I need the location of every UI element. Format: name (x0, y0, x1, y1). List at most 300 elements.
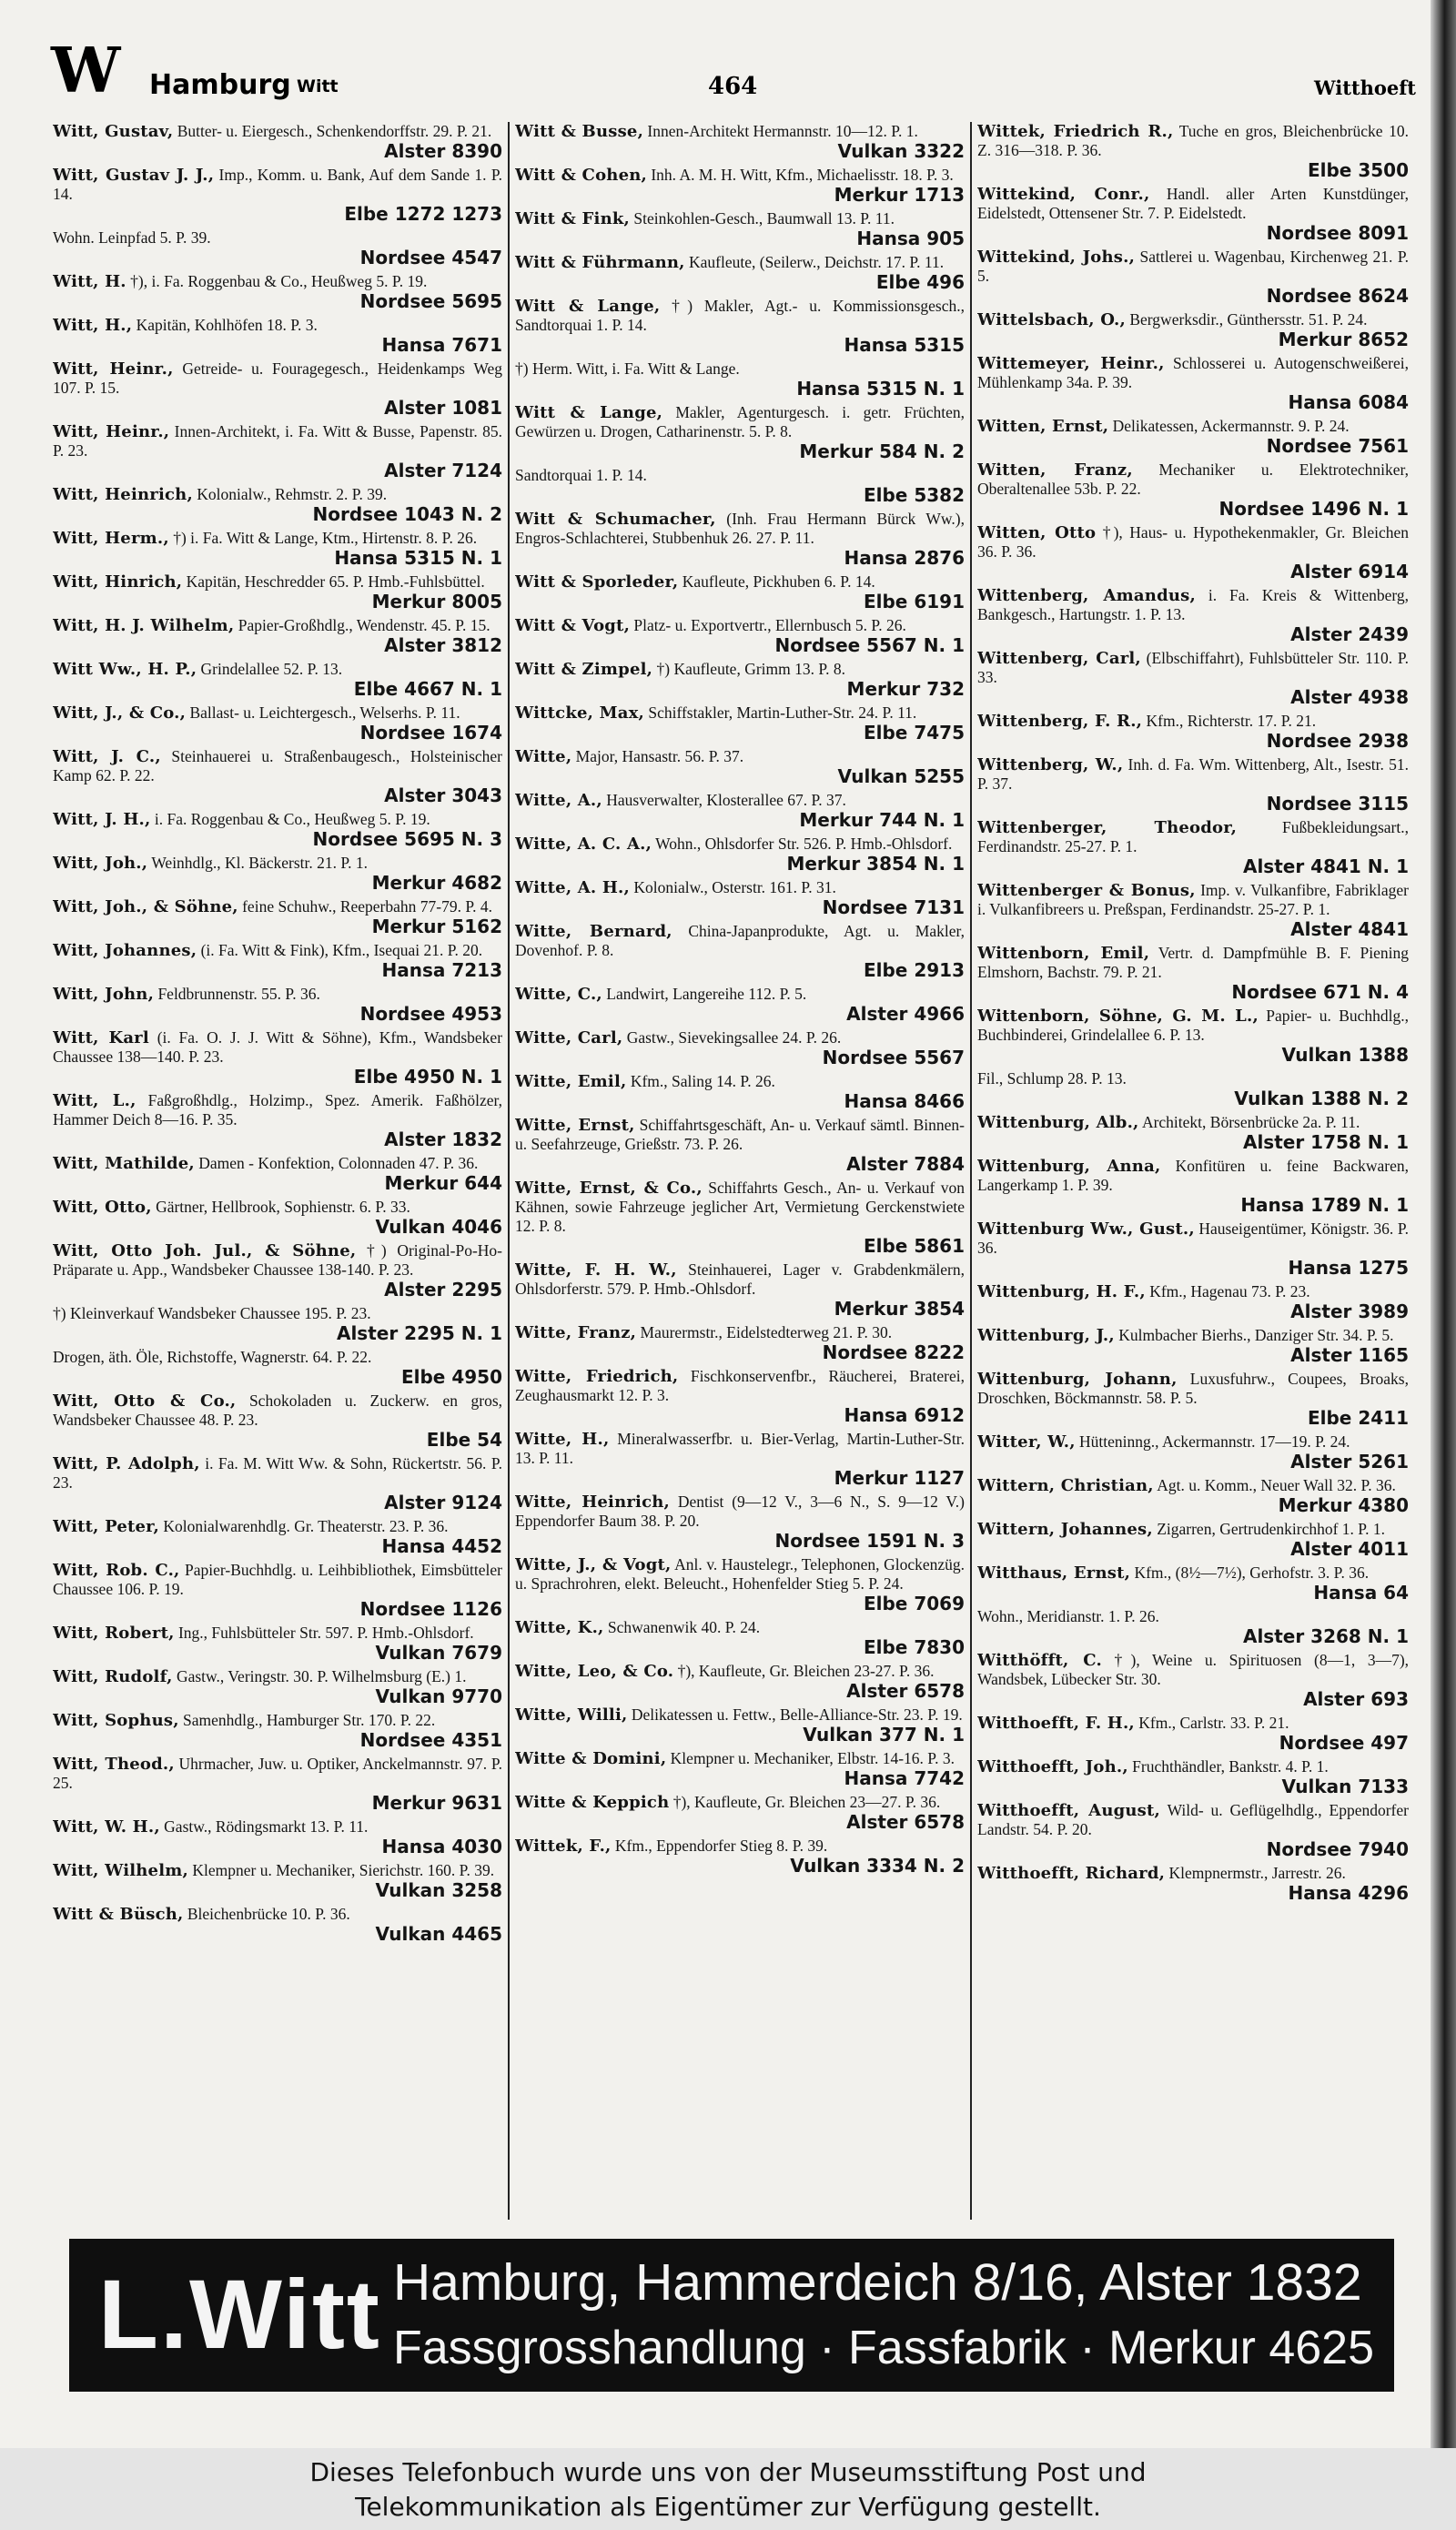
entry-details: Kfm., (8½—7½), Gerhofstr. 3. P. 36. (1134, 1564, 1370, 1582)
entry-phone-number: Hansa 5315 N. 1 (796, 378, 965, 400)
entry-name: Witten, Ernst, (977, 417, 1109, 436)
entry-details: Imp. v. Vulkanfibre, Fabriklager i. Vulkanfibreers u. Preßspan, Ferdinandstr. 25-27. P. 1. (977, 881, 1409, 918)
directory-entry (515, 253, 965, 293)
directory-entry (53, 1091, 502, 1150)
directory-entry (515, 1028, 965, 1068)
entry-name: Witter, W., (977, 1432, 1076, 1452)
entry-name: Witt, Heinr., (53, 359, 174, 379)
directory-entry (977, 460, 1409, 520)
entry-phone-number: Elbe 2411 (1307, 1407, 1409, 1429)
directory-entry (53, 1028, 502, 1088)
entry-phone-number: Alster 6914 (1290, 561, 1409, 582)
entry-details: †) i. Fa. Witt & Lange, Ktm., Hirtenstr. 8. P. 26. (173, 529, 478, 547)
entry-phone-number: Alster 693 (1303, 1688, 1409, 1710)
provenance-footer (0, 2448, 1456, 2530)
directory-entry (53, 941, 502, 981)
entry-name: Witten, Franz, (977, 460, 1133, 480)
entry-phone-number: Alster 7124 (384, 460, 502, 481)
directory-entry (53, 616, 502, 656)
entry-phone-number: Hansa 4030 (381, 1836, 502, 1857)
entry-name: Witt, Heinrich, (53, 485, 193, 504)
entry-name: Wittekind, Conr., (977, 185, 1150, 204)
directory-entry (53, 359, 502, 419)
directory-entry (515, 1367, 965, 1426)
directory-entry (53, 166, 502, 225)
entry-name: Wittenburg, Johann, (977, 1370, 1178, 1389)
entry-phone-number: Elbe 4667 N. 1 (353, 678, 502, 700)
directory-entry (977, 755, 1409, 815)
entry-phone-number: Hansa 1275 (1288, 1257, 1409, 1279)
entry-details: Fußbekleidungsart., Ferdinandstr. 25-27. P. 1. (977, 818, 1409, 855)
directory-entry (515, 1705, 965, 1746)
entry-details: Papier- u. Buchhdlg., Buchbinderei, Grindelallee 6. P. 13. (977, 1007, 1409, 1044)
entry-name: Wittek, F., (515, 1837, 612, 1856)
entry-phone-number: Vulkan 4465 (375, 1923, 502, 1945)
entry-phone-number: Vulkan 3322 (837, 140, 965, 162)
directory-entry (53, 1861, 502, 1901)
directory-entry (53, 1711, 502, 1751)
directory-entry (977, 1476, 1409, 1516)
entry-phone-number: Alster 2295 N. 1 (336, 1322, 502, 1344)
entry-name: Witte, Emil, (515, 1072, 627, 1091)
entry-details: Konfitüren u. feine Backwaren, Langerkamp 1. P. 39. (977, 1157, 1409, 1194)
entry-phone-number: Nordsee 5567 (822, 1047, 965, 1068)
entry-details: †) Herm. Witt, i. Fa. Witt & Lange. (515, 359, 740, 378)
entry-name: Wittelsbach, O., (977, 310, 1126, 329)
entry-phone-number: Hansa 7671 (381, 334, 502, 356)
entry-details: i. Fa. M. Witt Ww. & Sohn, Rückertstr. 56. P. 23. (53, 1454, 502, 1492)
directory-entry (53, 810, 502, 850)
entry-phone-number: Hansa 7213 (381, 959, 502, 981)
entry-phone-number: Vulkan 7133 (1281, 1776, 1409, 1797)
entry-name: Witt & Vogt, (515, 616, 631, 635)
entry-phone-number: Alster 1758 N. 1 (1242, 1131, 1409, 1153)
entry-details: Steinkohlen-Gesch., Baumwall 13. P. 11. (633, 209, 895, 228)
directory-entry (977, 1607, 1409, 1647)
directory-entry (515, 985, 965, 1025)
directory-entry (53, 1517, 502, 1557)
entry-details: Wild- u. Geflügelhdlg., Eppendorfer Landstr. 54. P. 20. (977, 1801, 1409, 1838)
entry-phone-number: Hansa 6912 (844, 1404, 965, 1426)
entry-phone-number: Elbe 6191 (863, 591, 965, 612)
directory-entry (977, 417, 1409, 457)
entry-details: Innen-Architekt, i. Fa. Witt & Busse, Papenstr. 85. P. 23. (53, 422, 502, 460)
entry-name: Witthoefft, F. H., (977, 1714, 1135, 1733)
directory-entry (515, 297, 965, 356)
entry-phone-number: Merkur 3854 (834, 1298, 965, 1320)
header-last-word: Witthoeft (1314, 76, 1416, 99)
entry-details: Bergwerksdir., Günthersstr. 51. P. 24. (1129, 310, 1368, 329)
entry-name: Witte, K., (515, 1618, 604, 1637)
entry-name: Wittern, Johannes, (977, 1520, 1153, 1539)
entry-details: Kolonialwarenhdlg. Gr. Theaterstr. 23. P. 36. (163, 1517, 449, 1535)
directory-entry (53, 1755, 502, 1814)
entry-phone-number: Hansa 2876 (844, 547, 965, 569)
entry-details: Hausverwalter, Klosterallee 67. P. 37. (606, 791, 846, 809)
directory-entry (977, 1520, 1409, 1560)
entry-name: Wittenberg, F. R., (977, 712, 1143, 731)
entry-details: †) Makler, Agt.- u. Kommissionsgesch., Sandtorquai 1. P. 14. (515, 297, 965, 334)
page-header (51, 31, 1416, 115)
entry-name: Witt, H. J. Wilhelm, (53, 616, 235, 635)
entry-name: Wittern, Christian, (977, 1476, 1154, 1495)
entry-name: Witt, Wilhelm, (53, 1861, 188, 1880)
entry-details: Klempner u. Mechaniker, Elbstr. 14-16. P. 3. (670, 1749, 955, 1767)
directory-entry (977, 248, 1409, 307)
entry-name: Witte, Ernst, & Co., (515, 1179, 703, 1198)
entry-details: Fil., Schlump 28. P. 13. (977, 1069, 1127, 1088)
entry-name: Witten, Otto (977, 523, 1097, 542)
entry-phone-number: Alster 1081 (384, 397, 502, 419)
entry-details: Drogen, äth. Öle, Richstoffe, Wagnerstr. 64. P. 22. (53, 1348, 372, 1366)
entry-name: Witt & Zimpel, (515, 660, 653, 679)
entry-phone-number: Alster 7884 (846, 1153, 965, 1175)
entry-phone-number: Nordsee 7940 (1266, 1838, 1409, 1860)
directory-entry (53, 703, 502, 744)
directory-entry (515, 660, 965, 700)
directory-entry (515, 1837, 965, 1877)
directory-entry (515, 1430, 965, 1489)
directory-entry (515, 1260, 965, 1320)
directory-entry (515, 403, 965, 462)
entry-phone-number: Vulkan 377 N. 1 (803, 1724, 965, 1746)
advertisement-address: Hamburg, Hammerdeich 8/16, Alster 1832 (393, 2253, 1362, 2312)
directory-entry (53, 1624, 502, 1664)
directory-column-1 (53, 122, 502, 2220)
entry-details: (i. Fa. O. J. J. Witt & Söhne), Kfm., Wandsbeker Chaussee 138—140. P. 23. (53, 1028, 502, 1066)
page-number: 464 (708, 73, 758, 100)
directory-entry (515, 1662, 965, 1702)
entry-name: Witte, Franz, (515, 1323, 637, 1342)
entry-name: Wittenberger, Theodor, (977, 818, 1238, 837)
entry-name: Witt, Otto, (53, 1198, 152, 1217)
entry-phone-number: Elbe 7830 (863, 1636, 965, 1658)
entry-name: Witthoefft, Richard, (977, 1864, 1166, 1883)
directory-entry (53, 422, 502, 481)
advertisement-banner (69, 2239, 1394, 2392)
entry-details: Kfm., Saling 14. P. 26. (630, 1072, 775, 1090)
entry-phone-number: Elbe 496 (875, 271, 965, 293)
entry-phone-number: Nordsee 8222 (822, 1341, 965, 1363)
entry-phone-number: Nordsee 8091 (1266, 222, 1409, 244)
directory-entry (977, 1864, 1409, 1904)
entry-name: Witte, Willi, (515, 1705, 628, 1725)
directory-entry (53, 1905, 502, 1945)
directory-entry (977, 881, 1409, 940)
entry-phone-number: Hansa 4452 (381, 1535, 502, 1557)
entry-name: Witt, Heinr., (53, 422, 170, 441)
book-spine-shadow (1431, 0, 1456, 2448)
header-first-word: Witt (297, 76, 339, 96)
directory-entry (977, 1282, 1409, 1322)
entry-details: Ing., Fuhlsbütteler Str. 597. P. Hmb.-Ohlsdorf. (177, 1624, 474, 1642)
entry-details: Schokoladen u. Zuckerw. en gros, Wandsbeker Chaussee 48. P. 23. (53, 1392, 502, 1429)
directory-entry (515, 1793, 965, 1833)
entry-phone-number: Elbe 4950 (400, 1366, 502, 1388)
entry-phone-number: Alster 2439 (1290, 623, 1409, 645)
entry-name: Witte, (515, 747, 572, 766)
entry-phone-number: Nordsee 497 (1279, 1732, 1409, 1754)
entry-name: Witte, H., (515, 1430, 610, 1449)
entry-name: Witt, J. H., (53, 810, 151, 829)
directory-entry (53, 316, 502, 356)
entry-details: Major, Hansastr. 56. P. 37. (575, 747, 744, 765)
entry-details: Gastw., Sievekingsallee 24. P. 26. (626, 1028, 842, 1047)
entry-name: Wittenberger & Bonus, (977, 881, 1196, 900)
entry-name: Witte, C., (515, 985, 602, 1004)
directory-entry (977, 310, 1409, 350)
directory-entry (977, 712, 1409, 752)
entry-details: Kaufleute, (Seilerw., Deichstr. 17. P. 11. (689, 253, 945, 271)
entry-details: Weinhdlg., Kl. Bäckerstr. 21. P. 1. (151, 854, 369, 872)
entry-details: Handl. aller Arten Kunstdünger, Eidelstedt, Ottensener Str. 7. P. Eidelstedt. (977, 185, 1409, 222)
entry-phone-number: Nordsee 8624 (1266, 285, 1409, 307)
directory-entry (515, 510, 965, 569)
entry-phone-number: Elbe 2913 (863, 959, 965, 981)
entry-name: Witt, Joh., & Söhne, (53, 897, 238, 916)
entry-name: Wittenborn, Söhne, G. M. L., (977, 1007, 1259, 1026)
header-city: Hamburg (149, 69, 291, 101)
entry-phone-number: Hansa 4296 (1288, 1882, 1409, 1904)
entry-phone-number: Merkur 8652 (1278, 329, 1409, 350)
entry-name: Wittek, Friedrich R., (977, 122, 1174, 141)
entry-name: Wittenberg, Amandus, (977, 586, 1196, 605)
entry-phone-number: Hansa 64 (1313, 1582, 1409, 1604)
entry-details: Kolonialw., Osterstr. 161. P. 31. (633, 878, 836, 896)
directory-entry (53, 122, 502, 162)
entry-details: Ballast- u. Leichtergesch., Welserhs. P. 11. (189, 703, 460, 722)
directory-entry (53, 1392, 502, 1451)
entry-details: Anl. v. Haustelegr., Telephonen, Glockenzüg. u. Sprachrohren, elekt. Beleucht., Hohenfelder Stieg 5. P. 24. (515, 1555, 965, 1593)
entry-details: Papier-Großhdlg., Wendenstr. 45. P. 15. (238, 616, 490, 634)
entry-name: Witt & Sporleder, (515, 572, 679, 592)
footer-line-2: Telekommunikation als Eigentümer zur Verfügung gestellt. (355, 2492, 1101, 2522)
entry-details: Kapitän, Heschredder 65. P. Hmb.-Fuhlsbüttel. (186, 572, 485, 591)
directory-entry (515, 1323, 965, 1363)
entry-details: Fischkonservenfbr., Räucherei, Braterei, Zeughausmarkt 12. P. 3. (515, 1367, 965, 1404)
entry-details: Maurermstr., Eidelstedterweg 21. P. 30. (640, 1323, 893, 1341)
entry-phone-number: Elbe 7069 (863, 1593, 965, 1614)
directory-entry (977, 944, 1409, 1003)
entry-phone-number: Nordsee 4351 (359, 1729, 502, 1751)
entry-name: Witte & Domini, (515, 1749, 667, 1768)
entry-details: Kapitän, Kohlhöfen 18. P. 3. (136, 316, 318, 334)
entry-name: Witt, Otto Joh. Jul., & Söhne, (53, 1241, 357, 1260)
entry-name: Wittenburg, J., (977, 1326, 1115, 1345)
entry-name: Wittemeyer, Heinr., (977, 354, 1165, 373)
directory-entry (515, 1749, 965, 1789)
entry-phone-number: Hansa 905 (856, 228, 965, 249)
entry-details: Mechaniker u. Elektrotechniker, Oberaltenallee 53b. P. 22. (977, 460, 1409, 498)
entry-phone-number: Alster 4966 (846, 1003, 965, 1025)
entry-details: Schiffahrts Gesch., An- u. Verkauf von Kähnen, sowie Fahrzeuge jeglicher Art, Vermietung Gerckenstwiete 12. P. 8. (515, 1179, 965, 1235)
entry-name: Witte & Keppich (515, 1793, 670, 1812)
entry-details: Hütteninng., Ackermannstr. 17—19. P. 24. (1079, 1432, 1350, 1451)
directory-entry (53, 572, 502, 612)
entry-details: Steinhauerei u. Straßenbaugesch., Holsteinischer Kamp 62. P. 22. (53, 747, 502, 784)
entry-phone-number: Alster 3268 N. 1 (1242, 1625, 1409, 1647)
entry-details: Vertr. d. Dampfmühle B. F. Piening Elmshorn, Bachstr. 79. P. 21. (977, 944, 1409, 981)
entry-details: Luxusfuhrw., Coupees, Broaks, Droschken, Böckmannstr. 58. P. 5. (977, 1370, 1409, 1407)
directory-entry (515, 1493, 965, 1552)
entry-phone-number: Merkur 732 (846, 678, 965, 700)
directory-entry (515, 1116, 965, 1175)
directory-entry (977, 1714, 1409, 1754)
entry-name: Wittcke, Max, (515, 703, 644, 723)
entry-phone-number: Vulkan 5255 (837, 765, 965, 787)
entry-name: Witt & Lange, (515, 297, 661, 316)
entry-phone-number: Merkur 584 N. 2 (799, 440, 965, 462)
directory-entry (515, 922, 965, 981)
entry-phone-number: Merkur 5162 (371, 916, 502, 937)
directory-entry (515, 1555, 965, 1614)
directory-entry (977, 523, 1409, 582)
entry-name: Witte, A., (515, 791, 602, 810)
entry-details: Dentist (9—12 V., 3—6 N., S. 9—12 V.) Eppendorfer Baum 38. P. 20. (515, 1493, 965, 1530)
entry-name: Witt, Johannes, (53, 941, 197, 960)
entry-details: Inh. d. Fa. Wm. Wittenberg, Alt., Isestr. 51. P. 37. (977, 755, 1409, 793)
entry-details: Schiffahrtsgeschäft, An- u. Verkauf sämtl. Binnen- u. Seefahrzeuge, Grießstr. 73. P. 26. (515, 1116, 965, 1153)
entry-details: Sattlerei u. Wagenbau, Kirchenweg 21. P. 5. (977, 248, 1409, 285)
directory-entry (977, 122, 1409, 181)
entry-name: Witt & Cohen, (515, 166, 647, 185)
directory-entry (977, 1370, 1409, 1429)
directory-entry (53, 854, 502, 894)
entry-phone-number: Alster 8390 (384, 140, 502, 162)
entry-details: Kolonialw., Rehmstr. 2. P. 39. (197, 485, 388, 503)
entry-details: Bleichenbrücke 10. P. 36. (187, 1905, 350, 1923)
directory-entry (53, 660, 502, 700)
entry-details: Makler, Agenturgesch. i. getr. Früchten, Gewürzen u. Drogen, Catharinenstr. 5. P. 8. (515, 403, 965, 440)
directory-entry (515, 616, 965, 656)
directory-entry (53, 272, 502, 312)
entry-details: Fruchthändler, Bankstr. 4. P. 1. (1132, 1757, 1329, 1776)
entry-name: Wittenborn, Emil, (977, 944, 1150, 963)
entry-phone-number: Elbe 5382 (863, 484, 965, 506)
entry-phone-number: Alster 9124 (384, 1492, 502, 1513)
entry-name: Witt, Gustav J. J., (53, 166, 215, 185)
entry-phone-number: Nordsee 1043 N. 2 (312, 503, 502, 525)
entry-details: Imp., Komm. u. Bank, Auf dem Sande 1. P. 14. (53, 166, 502, 203)
entry-name: Witte, Ernst, (515, 1116, 635, 1135)
entry-phone-number: Elbe 1272 1273 (344, 203, 502, 225)
directory-entry (515, 209, 965, 249)
entry-phone-number: Merkur 1713 (834, 184, 965, 206)
entry-phone-number: Vulkan 1388 N. 2 (1234, 1088, 1409, 1109)
entry-name: Wittenberg, Carl, (977, 649, 1141, 668)
entry-details: Kulmbacher Bierhs., Danziger Str. 34. P. 5. (1118, 1326, 1394, 1344)
entry-details: Schwanenwik 40. P. 24. (607, 1618, 761, 1636)
entry-phone-number: Nordsee 4547 (359, 247, 502, 268)
entry-name: Witte, A. H., (515, 878, 630, 897)
entry-phone-number: Nordsee 3115 (1266, 793, 1409, 815)
entry-phone-number: Nordsee 2938 (1266, 730, 1409, 752)
entry-name: Witthoefft, August, (977, 1801, 1160, 1820)
directory-entry (53, 1241, 502, 1300)
entry-name: Witte, Heinrich, (515, 1493, 671, 1512)
entry-phone-number: Merkur 8005 (371, 591, 502, 612)
entry-phone-number: Nordsee 1591 N. 3 (774, 1530, 965, 1552)
entry-phone-number: Merkur 3854 N. 1 (786, 853, 965, 875)
entry-phone-number: Elbe 3500 (1307, 159, 1409, 181)
entry-details: Zigarren, Gertrudenkirchhof 1. P. 1. (1157, 1520, 1385, 1538)
entry-name: Wittenburg, Alb., (977, 1113, 1139, 1132)
directory-entry (977, 1651, 1409, 1710)
entry-name: Witt & Busse, (515, 122, 644, 141)
directory-entry (977, 649, 1409, 708)
entry-phone-number: Hansa 5315 (844, 334, 965, 356)
entry-name: Witt, Otto & Co., (53, 1392, 237, 1411)
entry-phone-number: Merkur 644 (384, 1172, 502, 1194)
entry-phone-number: Nordsee 5695 N. 3 (312, 828, 502, 850)
entry-phone-number: Vulkan 4046 (375, 1216, 502, 1238)
entry-details: †), Kaufleute, Gr. Bleichen 23-27. P. 36. (677, 1662, 935, 1680)
entry-name: Witt, Rob. C., (53, 1561, 180, 1580)
entry-phone-number: Alster 4841 (1290, 918, 1409, 940)
entry-details: †), Kaufleute, Gr. Bleichen 23—27. P. 36. (672, 1793, 941, 1811)
directory-entry (977, 354, 1409, 413)
directory-entry (53, 747, 502, 806)
entry-details: Papier-Buchhdlg. u. Leihbibliothek, Eimsbütteler Chaussee 106. P. 19. (53, 1561, 502, 1598)
directory-entry (515, 359, 965, 400)
entry-phone-number: Nordsee 1126 (359, 1598, 502, 1620)
entry-details: Getreide- u. Fouragegesch., Heidenkamps Weg 107. P. 15. (53, 359, 502, 397)
column-divider (970, 122, 972, 2220)
entry-details: (i. Fa. Witt & Fink), Kfm., Isequai 21. P. 20. (200, 941, 483, 959)
entry-phone-number: Alster 4011 (1290, 1538, 1409, 1560)
entry-details: Tuche en gros, Bleichenbrücke 10. Z. 316—318. P. 36. (977, 122, 1409, 159)
entry-details: Agt. u. Komm., Neuer Wall 32. P. 36. (1157, 1476, 1396, 1494)
entry-name: Witt, Peter, (53, 1517, 160, 1536)
entry-phone-number: Nordsee 671 N. 4 (1231, 981, 1409, 1003)
entry-details: Faßgroßhdlg., Holzimp., Spez. Amerik. Faßhölzer, Hammer Deich 8—16. P. 35. (53, 1091, 502, 1128)
entry-phone-number: Merkur 4380 (1278, 1494, 1409, 1516)
entry-details: †), i. Fa. Roggenbau & Co., Heußweg 5. P. 19. (130, 272, 428, 290)
entry-details: Gastw., Rödingsmarkt 13. P. 11. (164, 1817, 369, 1836)
entry-phone-number: Vulkan 3258 (375, 1879, 502, 1901)
entry-phone-number: Nordsee 7561 (1266, 435, 1409, 457)
entry-details: Gärtner, Hellbrook, Sophienstr. 6. P. 33. (156, 1198, 410, 1216)
entry-details: †), Haus- u. Hypothekenmakler, Gr. Bleichen 36. P. 36. (977, 523, 1409, 561)
advertisement-company: L.Witt (98, 2259, 381, 2369)
section-letter: W (51, 35, 121, 107)
entry-details: Kfm., Richterstr. 17. P. 21. (1146, 712, 1317, 730)
entry-details: Klempner u. Mechaniker, Sierichstr. 160. P. 39. (192, 1861, 495, 1879)
entry-phone-number: Elbe 7475 (863, 722, 965, 744)
entry-name: Wittenburg, Anna, (977, 1157, 1161, 1176)
directory-entry (977, 586, 1409, 645)
directory-entry (977, 1157, 1409, 1216)
entry-details: Platz- u. Exportvertr., Ellernbusch 5. P. 26. (633, 616, 906, 634)
directory-entry (977, 1801, 1409, 1860)
entry-details: China-Japanprodukte, Agt. u. Makler, Dovenhof. P. 8. (515, 922, 965, 959)
entry-phone-number: Alster 3989 (1290, 1300, 1409, 1322)
directory-entry (53, 1667, 502, 1707)
entry-name: Witt & Schumacher, (515, 510, 716, 529)
entry-name: Wittenburg, H. F., (977, 1282, 1146, 1301)
entry-details: Wohn. Leinpfad 5. P. 39. (53, 228, 211, 247)
advertisement-business: Fassgrosshandlung · Fassfabrik · Merkur 4625 (393, 2322, 1375, 2374)
entry-details: Samenhdlg., Hamburger Str. 170. P. 22. (183, 1711, 436, 1729)
entry-details: Feldbrunnenstr. 55. P. 36. (157, 985, 320, 1003)
directory-entry (53, 1348, 502, 1388)
directory-entry (53, 1304, 502, 1344)
entry-phone-number: Merkur 9631 (371, 1792, 502, 1814)
entry-phone-number: Alster 1832 (384, 1128, 502, 1150)
entry-details: Mineralwasserfbr. u. Bier-Verlag, Martin-Luther-Str. 13. P. 11. (515, 1430, 965, 1467)
entry-details: †) Original-Po-Ho-Präparate u. App., Wandsbeker Chaussee 138-140. P. 23. (53, 1241, 502, 1279)
entry-name: Witt & Büsch, (53, 1905, 184, 1924)
